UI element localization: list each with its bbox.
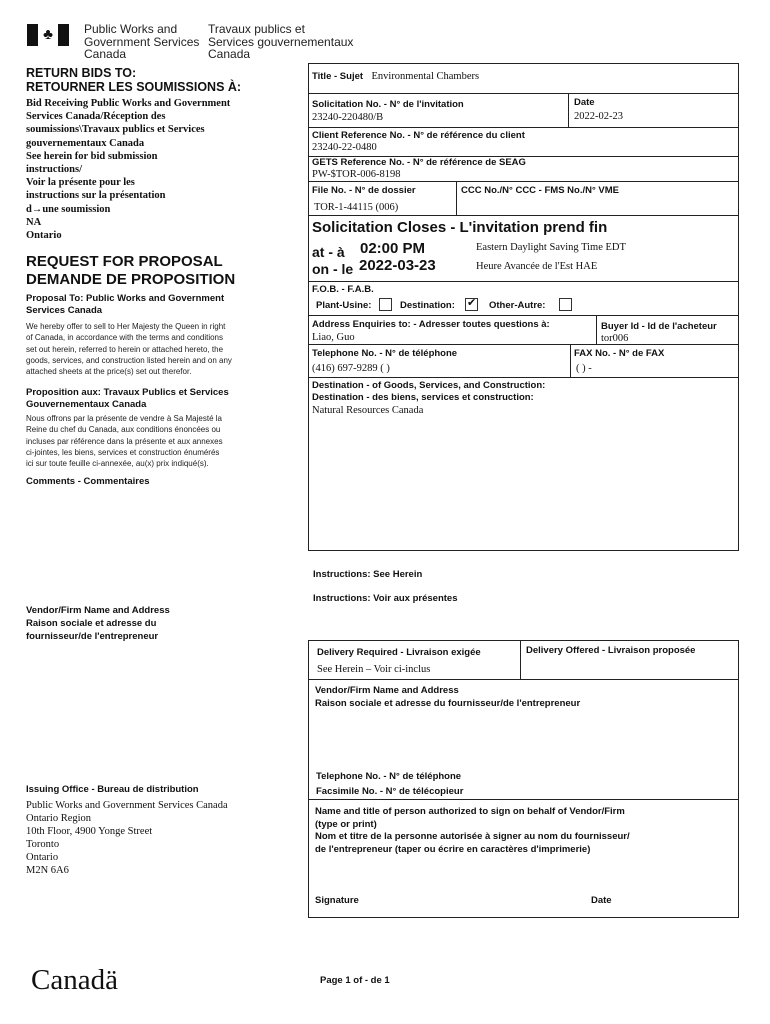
title-field[interactable] [312,66,479,84]
return-line: See herein for bid submission [26,150,158,162]
plant-label: Plant-Usine: [316,300,372,311]
proposition-line: Gouvernementaux Canada [26,399,147,410]
proposal-en-line: We hereby offer to sell to Her Majesty the Queen in right [26,322,226,331]
date-label: Date [574,97,595,108]
proposal-en-line: set out herein, referred to herein or attached hereto, the [26,344,224,354]
proposal-fr-line: Reine du chef du Canada, aux conditions énoncées ou [26,425,221,435]
issuing-line: 10th Floor, 4900 Yonge Street [26,826,153,837]
rfp-title-line: REQUEST FOR PROPOSAL [26,253,223,270]
closing-date[interactable]: 2022-03-23 [359,257,436,274]
client-ref-value[interactable]: 23240-22-0480 [312,142,377,153]
delivery-offered-label: Delivery Offered - Livraison proposée [526,645,696,656]
vendor-facsimile-label: Facsimile No. - N° de télécopieur [316,786,464,797]
return-line: Voir la présente pour les [26,177,135,189]
destination-checkbox[interactable] [465,298,478,311]
proposal-to-line: Proposal To: Public Works and Government [26,293,225,304]
header-line: Canada [84,47,127,61]
telephone-label: Telephone No. - N° de téléphone [312,348,458,359]
other-label: Other-Autre: [489,300,546,311]
department-name-en [84,23,199,61]
address-enquiries-label: Address Enquiries to: - Adresser toutes questions à: [312,319,550,330]
ccc-no-label: CCC No./N° CCC - FMS No./N° VME [461,185,620,196]
return-line: d→une soumission [26,203,111,215]
comments-label: Comments - Commentaires [26,476,150,487]
at-label: at - à [312,244,345,260]
closing-time[interactable]: 02:00 PM [360,240,426,257]
canada-wordmark-logo: Canadä [31,964,118,996]
instructions-fr: Instructions: Voir aux présentes [313,593,458,604]
proposition-line: Proposition aux: Travaux Publics et Services [26,387,229,398]
return-line: instructions sur la présentation [26,190,166,202]
return-line: gouvernementaux Canada [26,137,145,149]
issuing-line: Ontario Region [26,813,92,824]
auth-label-line: de l'entrepreneur (taper ou écrire en caractères d'imprimerie) [315,844,591,856]
solicitation-closes-title: Solicitation Closes - L'invitation prend fin [312,219,608,236]
dest-label-line: Destination - des biens, services et construction: [312,392,534,403]
vendor-line: Vendor/Firm Name and Address [26,605,170,616]
instructions-en: Instructions: See Herein [313,569,423,580]
proposition-aux [26,387,229,411]
signature-date-label: Date [591,895,612,906]
auth-label-line: (type or print) [315,818,377,830]
address-enquiries-value[interactable]: Liao, Guo [312,332,355,343]
destination-goods-value[interactable]: Natural Resources Canada [312,405,424,416]
vendor-label-line: Raison sociale et adresse du fournisseur/de l'entrepreneur [315,697,581,709]
return-line: soumissions\Travaux publics et Services [26,124,205,136]
vendor-line: Raison sociale et adresse du [26,618,157,629]
return-bids-title [26,66,241,94]
proposal-en-line: attached sheets at the price(s) set out therefor. [26,367,192,377]
vendor-firm-label [26,604,170,643]
destination-goods-label [312,380,545,404]
proposal-text-en [26,321,296,377]
return-line: NA [26,216,42,228]
signature-label: Signature [315,895,359,906]
page-number: Page 1 of - de 1 [320,975,390,986]
title-label: Title - Sujet [312,71,364,82]
checkmark-icon: ✔ [467,297,477,309]
rfp-title [26,253,235,289]
destination-label: Destination: [400,300,455,311]
delivery-offered-field[interactable] [526,660,734,676]
gets-ref-label: GETS Reference No. - N° de référence de SEAG [312,157,526,168]
authorized-person-label [315,806,630,857]
vendor-label-line: Vendor/Firm Name and Address [315,685,459,696]
header-line: Travaux publics et [208,22,305,36]
file-no-value[interactable]: TOR-1-44115 (006) [314,202,399,213]
rfp-title-line: DEMANDE DE PROPOSITION [26,271,236,288]
authorized-person-field[interactable] [315,860,733,890]
buyer-id-label: Buyer Id - Id de l'acheteur [601,321,717,332]
date-value[interactable]: 2022-02-23 [574,111,623,122]
return-line: Bid Receiving Public Works and Government [26,98,231,109]
proposal-fr-line: ici sur toute feuille ci-annexée, au(x) prix indiqué(s). [26,459,209,469]
proposal-to [26,293,224,316]
issuing-line: Ontario [26,852,59,863]
proposal-to-line: Services Canada [26,304,103,316]
fax-label: FAX No. - N° de FAX [574,348,665,359]
header-line: Canada [208,47,251,61]
proposal-fr-line: incluses par référence dans la présente et aux annexes [26,436,223,446]
fax-value[interactable]: ( ) - [576,363,592,374]
other-checkbox[interactable] [559,298,572,311]
buyer-id-value[interactable]: tor006 [601,333,629,344]
department-name-fr [208,23,353,61]
vendor-telephone-label: Telephone No. - N° de téléphone [316,771,462,782]
issuing-office-address [26,799,228,877]
timezone-fr: Heure Avancée de l'Est HAE [476,261,598,272]
client-ref-label: Client Reference No. - N° de référence du client [312,130,525,141]
issuing-line: Public Works and Government Services Canada [26,800,228,811]
vendor-name-address-field[interactable] [315,715,733,765]
proposal-en-line: of Canada, in accordance with the terms and conditions [26,333,224,343]
dest-label-line: Destination - of Goods, Services, and Construction: [312,380,546,391]
header-line: Government Services [84,34,200,49]
solicitation-label: Solicitation No. - N° de l'invitation [312,99,464,110]
timezone-en: Eastern Daylight Saving Time EDT [476,242,626,253]
vendor-name-address-label [315,685,580,710]
telephone-value[interactable]: (416) 697-9289 ( ) [312,363,390,374]
issuing-line: M2N 6A6 [26,865,69,876]
solicitation-value[interactable]: 23240-220480/B [312,112,384,123]
proposal-fr-line: Nous offrons par la présente de vendre à Sa Majesté la [26,414,222,423]
plant-checkbox[interactable] [379,298,392,311]
auth-label-line: Nom et titre de la personne autorisée à signer au nom du fournisseur/ [315,831,630,843]
header-line: Services gouvernementaux [208,34,354,49]
gets-ref-value[interactable]: PW-$TOR-006-8198 [312,169,401,180]
title-value: Environmental Chambers [371,71,480,82]
proposal-text-fr [26,413,296,469]
issuing-office-label: Issuing Office - Bureau de distribution [26,784,199,795]
proposal-en-line: goods, services, and construction listed herein and on any [26,355,232,365]
return-line: Ontario [26,230,62,242]
delivery-required-value[interactable]: See Herein – Voir ci-inclus [317,664,431,675]
return-line: Services Canada/Réception des [26,111,166,123]
return-bids-address [26,97,286,242]
on-label: on - le [312,261,354,277]
proposal-fr-line: ci-jointes, les biens, services et construction énumérés [26,447,220,457]
return-line: instructions/ [26,164,83,176]
return-title-line: RETURN BIDS TO: [26,66,137,80]
canada-flag-icon: ♣ [27,24,69,46]
return-title-line: RETOURNER LES SOUMISSIONS À: [26,80,242,94]
auth-label-line: Name and title of person authorized to sign on behalf of Vendor/Firm [315,806,625,817]
fob-label: F.O.B. - F.A.B. [312,284,374,295]
file-no-label: File No. - N° de dossier [312,185,416,196]
delivery-required-label: Delivery Required - Livraison exigée [317,647,481,658]
vendor-line: fournisseur/de l'entrepreneur [26,631,159,642]
header-line: Public Works and [84,22,178,36]
issuing-line: Toronto [26,839,60,850]
